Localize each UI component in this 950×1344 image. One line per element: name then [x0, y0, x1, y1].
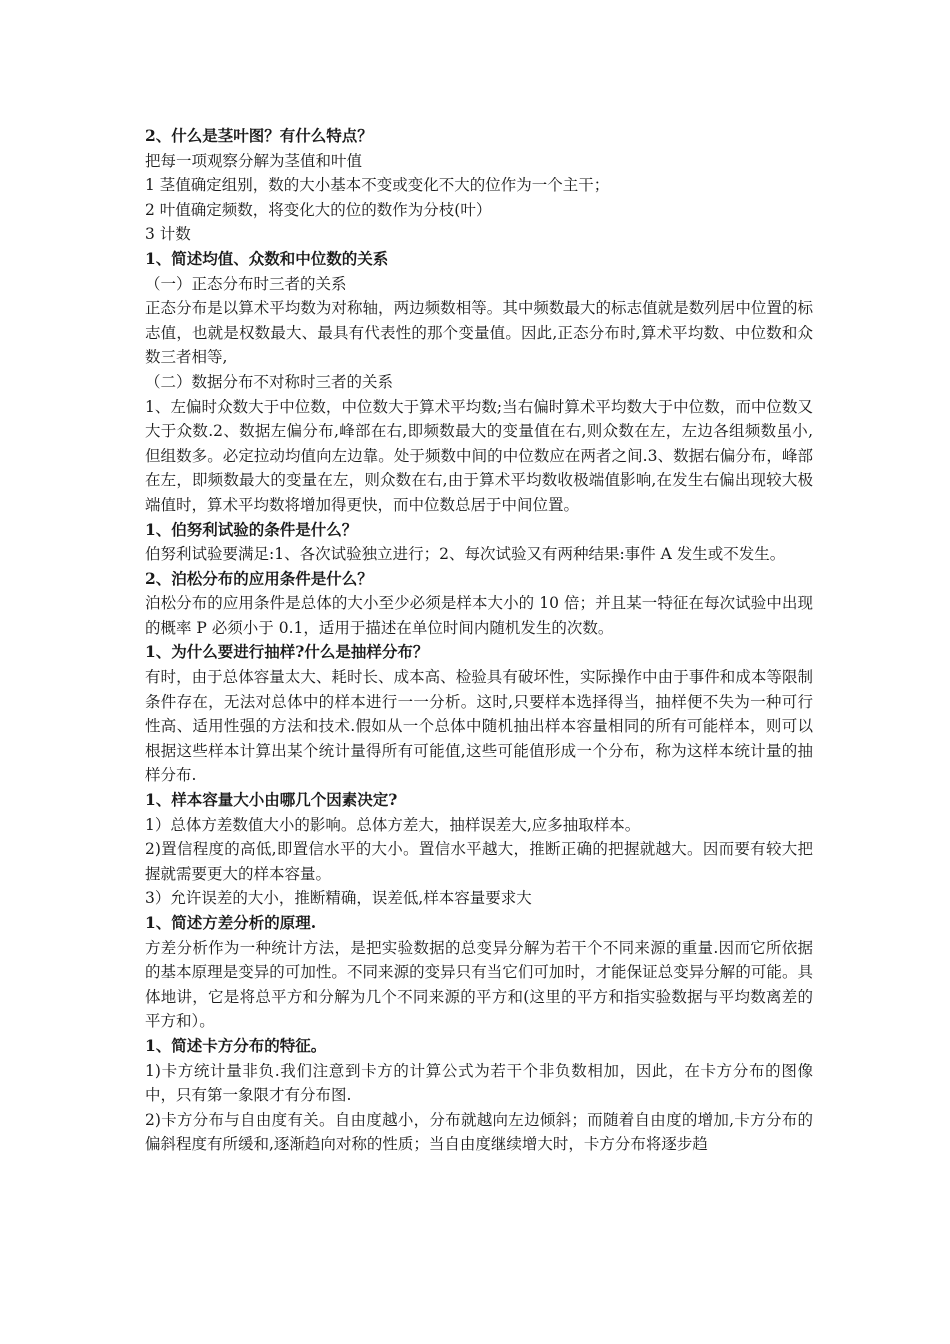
paragraph: 有时，由于总体容量太大、耗时长、成本高、检验具有破坏性，实际操作中由于事件和成本等限制条件存在，无法对总体中的样本进行一一分析。这时,只要样本选择得当，抽样便不失为一种可行性高、适用性强的方法和技术.假如从一个总体中随机抽出样本容量相同的所有可能样本，则可以根据这些样本计算出某个统计量得所有可能值,这些可能值形成一个分布，称为这样本统计量的抽样分布.	[145, 668, 813, 785]
heading-stem-leaf: 2、什么是茎叶图？有什么特点？	[145, 126, 373, 145]
paragraph: 泊松分布的应用条件是总体的大小至少必须是样本大小的 10 倍；并且某一特征在每次试验中出现的概率 P 必须小于 0.1，适用于描述在单位时间内随机发生的次数。	[145, 594, 813, 637]
paragraph: 伯努利试验要满足:1、各次试验独立进行；2、每次试验又有两种结果:事件 A 发生或不发生。	[145, 545, 786, 564]
heading-anova: 1、简述方差分析的原理.	[145, 913, 317, 932]
heading-chi-square: 1、简述卡方分布的特征。	[145, 1035, 327, 1055]
paragraph: 2)卡方分布与自由度有关。自由度越小，分布就越向左边倾斜；而随着自由度的增加,卡方分布的偏斜程度有所缓和,逐渐趋向对称的性质；当自由度继续增大时，卡方分布将逐步趋	[145, 1110, 813, 1154]
heading-sampling: 1、为什么要进行抽样?什么是抽样分布？	[145, 642, 429, 662]
paragraph: 2 叶值确定频数，将变化大的位的数作为分枝(叶）	[145, 200, 492, 219]
heading-sample-size: 1、样本容量大小由哪几个因素决定?	[145, 790, 398, 810]
paragraph: 2)置信程度的高低,即置信水平的大小。置信水平越大，推断正确的把握就越大。因而要有较大把握就需要更大的样本容量。	[145, 840, 813, 883]
heading-bernoulli: 1、伯努利试验的条件是什么？	[145, 519, 358, 539]
paragraph: 1、左偏时众数大于中位数，中位数大于算术平均数;当右偏时算术平均数大于中位数，而中位数又大于众数.2、数据左偏分布,峰部在右,即频数最大的变量值在右,则众数在左，左边各组频数虽小,但组数多。必定拉动均值向左边靠。处于频数中间的中位数应在两者之间.3、数据右偏分布，峰部在左，即频数最大的变量在左，则众数在右,由于算术平均数收极端值影响,在发生右偏出现较大极端值时，算术平均数将增加得更快，而中位数总居于中间位置。	[145, 397, 813, 514]
subheading: （一）正态分布时三者的关系	[145, 274, 347, 293]
document-body	[145, 124, 813, 1157]
paragraph: 方差分析作为一种统计方法，是把实验数据的总变异分解为若干个不同来源的重量.因而它所依据的基本原理是变异的可加性。不同来源的变异只有当它们可加时，才能保证总变异分解的可能。具体地讲，它是将总平方和分解为几个不同来源的平方和(这里的平方和指实验数据与平均数离差的平方和）。	[145, 938, 813, 1031]
subheading: （二）数据分布不对称时三者的关系	[145, 372, 394, 391]
heading-poisson: 2、泊松分布的应用条件是什么？	[145, 568, 373, 588]
paragraph: 3）允许误差的大小，推断精确，误差低,样本容量要求大	[145, 889, 532, 908]
paragraph: 1）总体方差数值大小的影响。总体方差大，抽样误差大,应多抽取样本。	[145, 815, 641, 834]
paragraph: 把每一项观察分解为茎值和叶值	[145, 151, 363, 170]
paragraph: 1 茎值确定组别，数的大小基本不变或变化不大的位作为一个主干；	[145, 176, 610, 195]
paragraph: 3 计数	[145, 225, 191, 244]
paragraph: 1)卡方统计量非负.我们注意到卡方的计算公式为若干个非负数相加，因此，在卡方分布的图像中，只有第一象限才有分布图.	[145, 1061, 813, 1105]
heading-mean-mode-median: 1、简述均值、众数和中位数的关系	[145, 248, 389, 268]
paragraph: 正态分布是以算术平均数为对称轴，两边频数相等。其中频数最大的标志值就是数列居中位置的标志值，也就是权数最大、最具有代表性的那个变量值。因此,正态分布时,算术平均数、中位数和众数三者相等,	[145, 299, 813, 367]
